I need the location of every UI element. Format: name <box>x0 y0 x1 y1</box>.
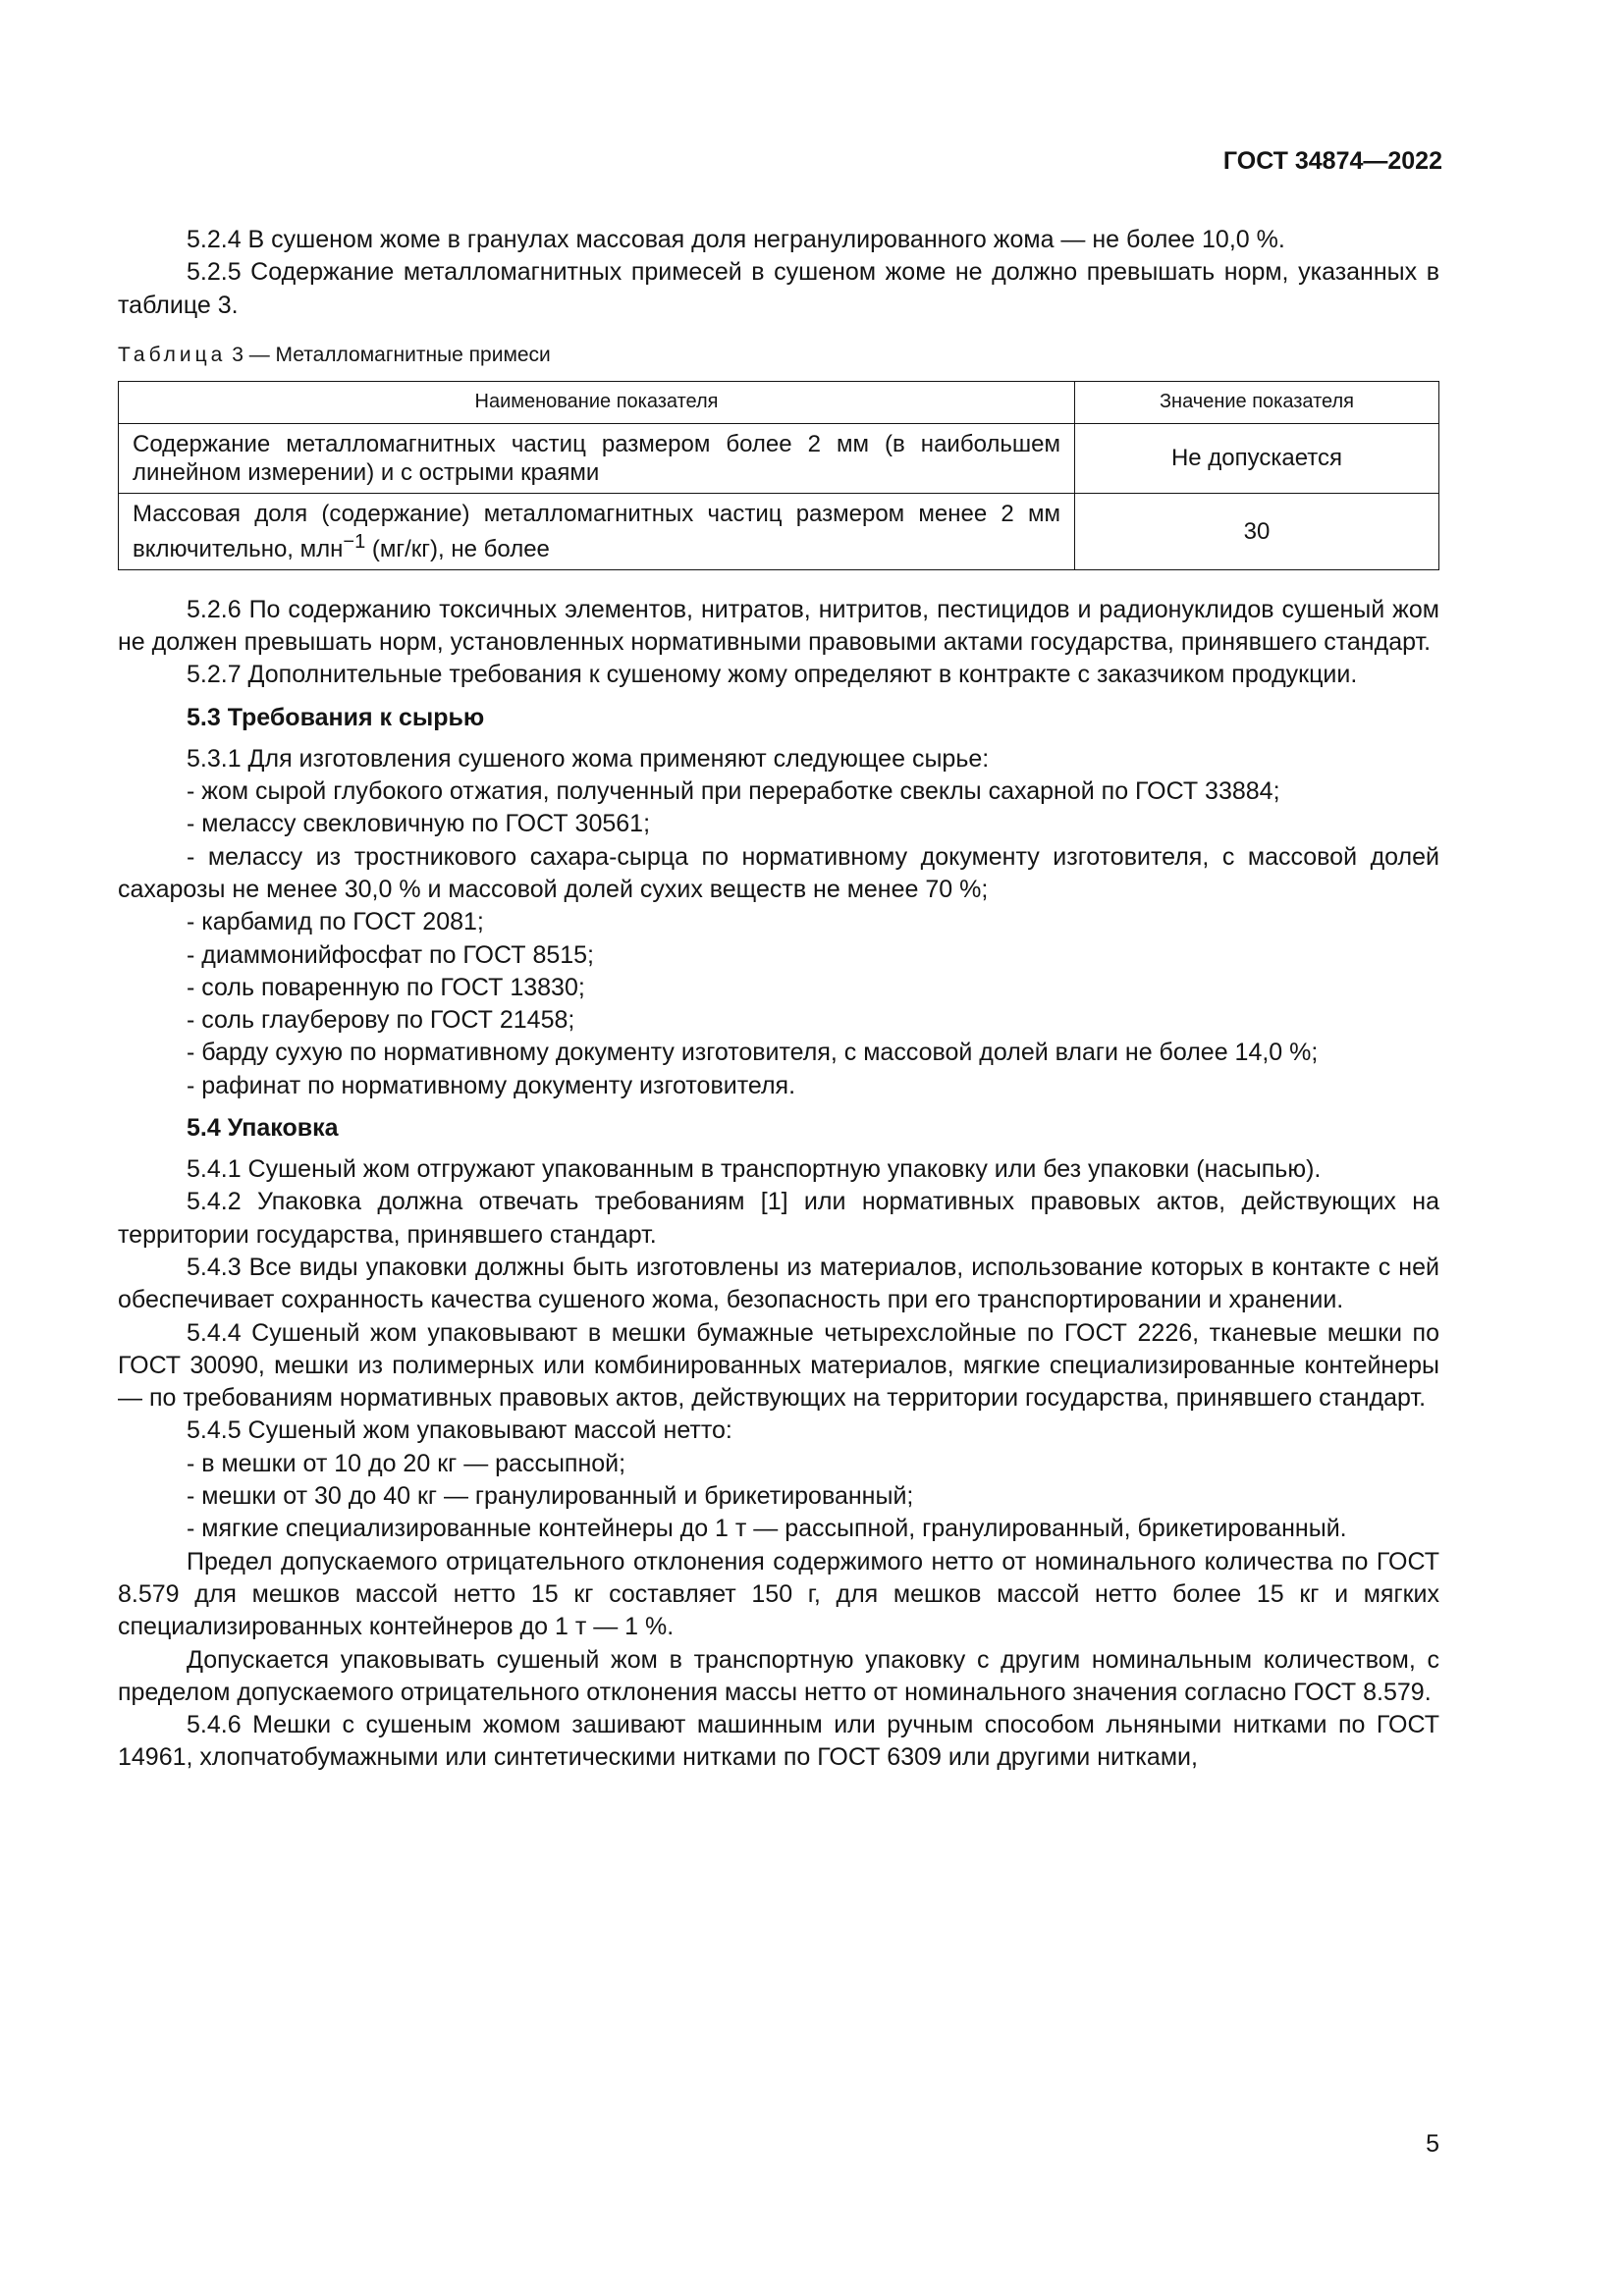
paragraph-5-4-5: 5.4.5 Сушеный жом упаковывают массой нетто: <box>187 1416 732 1445</box>
list-item: - мелассу свекловичную по ГОСТ 30561; <box>187 810 651 838</box>
table-caption-title: 3 — Металломагнитные примеси <box>232 343 551 366</box>
table-caption <box>118 342 1439 369</box>
table-row <box>119 423 1439 493</box>
table-cell-name <box>119 493 1075 569</box>
paragraph-5-2-7: 5.2.7 Дополнительные требования к сушеному жому определяют в контракте с заказчиком продукции. <box>187 661 1358 689</box>
paragraph-5-3-1: 5.3.1 Для изготовления сушеного жома применяют следующее сырье: <box>187 744 990 773</box>
cell-text: (мг/кг), не более <box>365 535 550 562</box>
list-item: - диаммонийфосфат по ГОСТ 8515; <box>187 940 595 969</box>
paragraph-5-2-4: 5.2.4 В сушеном жоме в гранулах массовая доля негранулированного жома — не более 10,0 %. <box>187 226 1285 253</box>
column-header-name: Наименование показателя <box>119 381 1075 423</box>
paragraph-other-packaging: Допускается упаковывать сушеный жом в транспортную упаковку с другим номинальным количеством, с пределом допускаемого отрицательного отклонения массы нетто от номинального значения согласно ГОСТ 8.579. <box>118 1645 1439 1706</box>
cell-text: Массовая доля (содержание) металломагнитных частиц размером менее 2 мм включительно, млн <box>133 500 1060 562</box>
section-heading-5-3: 5.3 Требования к сырью <box>187 703 485 731</box>
list-item: - рафинат по нормативному документу изготовителя. <box>187 1071 796 1099</box>
page-content <box>118 224 1439 1775</box>
list-item: - мешки от 30 до 40 кг — гранулированный и брикетированный; <box>187 1482 914 1511</box>
list-item: - соль глауберову по ГОСТ 21458; <box>187 1006 575 1035</box>
page-number: 5 <box>1426 2130 1439 2158</box>
table-cell-value: Не допускается <box>1075 423 1439 493</box>
paragraph-5-4-6: 5.4.6 Мешки с сушеным жомом зашивают машинным или ручным способом льняными нитками по ГОСТ 14961, хлопчатобумажными или синтетическими нитками по ГОСТ 6309 или другими нитками, <box>118 1711 1439 1772</box>
list-item: - в мешки от 10 до 20 кг — рассыпной; <box>187 1449 626 1477</box>
table-cell-value: 30 <box>1075 493 1439 569</box>
list-item: - барду сухую по нормативному документу изготовителя, с массовой долей влаги не более 14,0 %; <box>187 1039 1319 1067</box>
list-item: - мелассу из тростникового сахара-сырца по нормативному документу изготовителя, с массовой долей сахарозы не менее 30,0 % и массовой долей сухих веществ не менее 70 %; <box>118 842 1439 903</box>
section-heading-5-4: 5.4 Упаковка <box>187 1114 339 1143</box>
paragraph-5-2-6: 5.2.6 По содержанию токсичных элементов, нитратов, нитритов, пестицидов и радионуклидов сушеный жом не должен превышать норм, установленных нормативными правовыми актами государства, принявшего стандарт. <box>118 595 1439 657</box>
cell-superscript: −1 <box>343 530 366 553</box>
list-item: - мягкие специализированные контейнеры до 1 т — рассыпной, гранулированный, брикетированный. <box>187 1515 1347 1543</box>
paragraph-5-2-5: 5.2.5 Содержание металломагнитных примесей в сушеном жоме не должно превышать норм, указанных в таблице 3. <box>118 258 1439 319</box>
list-item: - карбамид по ГОСТ 2081; <box>187 908 484 936</box>
table-header-row <box>119 381 1439 423</box>
paragraph-5-4-4: 5.4.4 Сушеный жом упаковывают в мешки бумажные четырехслойные по ГОСТ 2226, тканевые мешки по ГОСТ 30090, мешки из полимерных или комбинированных материалов, мягкие специализированные контейнеры — по требованиям нормативных правовых актов, действующих на территории государства, принявшего стандарт. <box>118 1318 1439 1413</box>
paragraph-5-4-1: 5.4.1 Сушеный жом отгружают упакованным в транспортную упаковку или без упаковки (насыпью). <box>187 1155 1322 1184</box>
list-item: - соль поваренную по ГОСТ 13830; <box>187 973 585 1001</box>
table-caption-label: Таблица <box>118 343 227 366</box>
table-row <box>119 493 1439 569</box>
list-item: - жом сырой глубокого отжатия, полученный при переработке свеклы сахарной по ГОСТ 33884; <box>187 777 1280 806</box>
table-cell-name: Содержание металломагнитных частиц размером более 2 мм (в наибольшем линейном измерении) и с острыми краями <box>119 423 1075 493</box>
paragraph-5-4-3: 5.4.3 Все виды упаковки должны быть изготовлены из материалов, использование которых в контакте с ней обеспечивает сохранность качества сушеного жома, безопасность при его транспортировании и хранении. <box>118 1253 1439 1314</box>
standard-header: ГОСТ 34874—2022 <box>1222 147 1442 175</box>
metal-impurities-table <box>118 381 1439 570</box>
column-header-value: Значение показателя <box>1075 381 1439 423</box>
paragraph-5-4-2: 5.4.2 Упаковка должна отвечать требованиям [1] или нормативных правовых актов, действующих на территории государства, принявшего стандарт. <box>118 1188 1439 1249</box>
paragraph-tolerance: Предел допускаемого отрицательного отклонения содержимого нетто от номинального количества по ГОСТ 8.579 для мешков массой нетто 15 кг составляет 150 г, для мешков массой нетто более 15 кг и мягких специализированных контейнеров до 1 т — 1 %. <box>118 1547 1439 1641</box>
